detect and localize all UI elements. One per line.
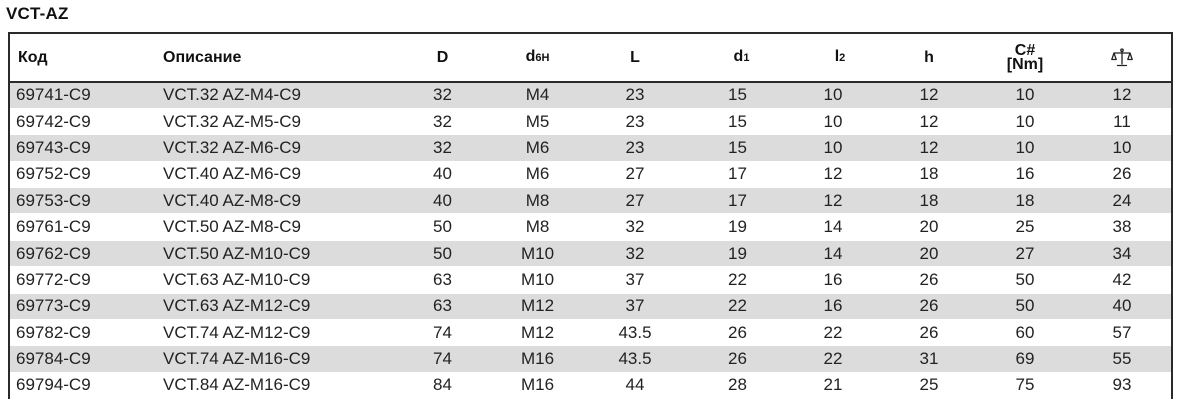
cell-L: 27 <box>580 161 690 187</box>
cell-D: 74 <box>390 346 495 372</box>
header-l2-main: l <box>834 48 840 65</box>
cell-d6H: M16 <box>495 372 580 398</box>
cell-code: 69741-C9 <box>10 82 155 108</box>
cell-d6H: M10 <box>495 267 580 293</box>
header-weight <box>1073 34 1171 82</box>
cell-D: 50 <box>390 240 495 266</box>
cell-h: 31 <box>881 346 977 372</box>
cell-D: 40 <box>390 161 495 187</box>
cell-weight: 57 <box>1073 320 1171 346</box>
cell-d1: 15 <box>690 108 785 134</box>
cell-h: 12 <box>881 82 977 108</box>
cell-description: VCT.63 AZ-M10-C9 <box>155 267 390 293</box>
header-d6H <box>495 34 580 82</box>
cell-weight: 55 <box>1073 346 1171 372</box>
cell-description: VCT.74 AZ-M16-C9 <box>155 346 390 372</box>
cell-h: 26 <box>881 267 977 293</box>
table-header-row <box>10 34 1171 82</box>
cell-d6H: M4 <box>495 82 580 108</box>
cell-h: 25 <box>881 372 977 398</box>
cell-L: 32 <box>580 214 690 240</box>
cell-l2: 12 <box>785 161 881 187</box>
cell-weight: 10 <box>1073 135 1171 161</box>
cell-d6H: M8 <box>495 188 580 214</box>
table-row <box>10 82 1171 108</box>
cell-weight: 38 <box>1073 214 1171 240</box>
cell-d6H: M12 <box>495 320 580 346</box>
header-h: h <box>881 34 977 82</box>
cell-L: 23 <box>580 108 690 134</box>
cell-code: 69761-C9 <box>10 214 155 240</box>
table-row <box>10 267 1171 293</box>
cell-description: VCT.84 AZ-M16-C9 <box>155 372 390 398</box>
table-row <box>10 320 1171 346</box>
cell-torque: 16 <box>977 161 1073 187</box>
cell-d1: 15 <box>690 135 785 161</box>
cell-weight: 93 <box>1073 372 1171 398</box>
header-L: L <box>580 34 690 82</box>
cell-L: 37 <box>580 267 690 293</box>
cell-description: VCT.63 AZ-M12-C9 <box>155 293 390 319</box>
cell-d6H: M5 <box>495 108 580 134</box>
cell-code: 69743-C9 <box>10 135 155 161</box>
table-row <box>10 240 1171 266</box>
cell-d1: 28 <box>690 372 785 398</box>
cell-h: 20 <box>881 214 977 240</box>
cell-description: VCT.50 AZ-M8-C9 <box>155 214 390 240</box>
cell-L: 43.5 <box>580 346 690 372</box>
cell-d1: 22 <box>690 293 785 319</box>
cell-h: 18 <box>881 188 977 214</box>
table-row <box>10 346 1171 372</box>
cell-code: 69752-C9 <box>10 161 155 187</box>
header-code: Код <box>10 34 155 82</box>
page-title: VCT-AZ <box>6 4 69 23</box>
cell-description: VCT.40 AZ-M8-C9 <box>155 188 390 214</box>
cell-weight: 26 <box>1073 161 1171 187</box>
cell-L: 23 <box>580 82 690 108</box>
cell-torque: 10 <box>977 108 1073 134</box>
cell-description: VCT.40 AZ-M6-C9 <box>155 161 390 187</box>
cell-L: 37 <box>580 293 690 319</box>
cell-h: 26 <box>881 293 977 319</box>
cell-d1: 17 <box>690 161 785 187</box>
cell-torque: 50 <box>977 267 1073 293</box>
cell-D: 74 <box>390 320 495 346</box>
cell-h: 20 <box>881 240 977 266</box>
product-table <box>8 32 1173 399</box>
cell-D: 84 <box>390 372 495 398</box>
cell-code: 69753-C9 <box>10 188 155 214</box>
header-d1-sub: 1 <box>743 52 750 64</box>
header-description: Описание <box>155 34 390 82</box>
table-row <box>10 372 1171 398</box>
cell-D: 40 <box>390 188 495 214</box>
cell-l2: 16 <box>785 267 881 293</box>
cell-l2: 12 <box>785 188 881 214</box>
cell-l2: 21 <box>785 372 881 398</box>
cell-torque: 75 <box>977 372 1073 398</box>
header-torque-line1: C# <box>1014 41 1036 59</box>
table-row <box>10 161 1171 187</box>
cell-D: 32 <box>390 108 495 134</box>
cell-weight: 40 <box>1073 293 1171 319</box>
table-row <box>10 108 1171 134</box>
cell-L: 23 <box>580 135 690 161</box>
spec-table <box>10 34 1171 399</box>
cell-code: 69772-C9 <box>10 267 155 293</box>
cell-h: 12 <box>881 108 977 134</box>
header-l2 <box>785 34 881 82</box>
cell-code: 69794-C9 <box>10 372 155 398</box>
cell-L: 27 <box>580 188 690 214</box>
cell-torque: 50 <box>977 293 1073 319</box>
cell-weight: 24 <box>1073 188 1171 214</box>
cell-code: 69784-C9 <box>10 346 155 372</box>
cell-L: 44 <box>580 372 690 398</box>
cell-d1: 19 <box>690 240 785 266</box>
cell-l2: 10 <box>785 108 881 134</box>
header-l2-sub: 2 <box>839 52 846 64</box>
cell-torque: 27 <box>977 240 1073 266</box>
cell-d6H: M16 <box>495 346 580 372</box>
cell-torque: 18 <box>977 188 1073 214</box>
cell-l2: 10 <box>785 82 881 108</box>
table-row <box>10 188 1171 214</box>
cell-code: 69782-C9 <box>10 320 155 346</box>
cell-torque: 10 <box>977 135 1073 161</box>
cell-d1: 22 <box>690 267 785 293</box>
cell-torque: 69 <box>977 346 1073 372</box>
cell-l2: 14 <box>785 240 881 266</box>
cell-D: 63 <box>390 267 495 293</box>
cell-d1: 17 <box>690 188 785 214</box>
header-d6H-main: d <box>525 48 536 65</box>
table-body <box>10 82 1171 399</box>
table-row <box>10 293 1171 319</box>
scale-icon <box>1111 48 1133 68</box>
cell-d1: 19 <box>690 214 785 240</box>
cell-description: VCT.50 AZ-M10-C9 <box>155 240 390 266</box>
cell-l2: 10 <box>785 135 881 161</box>
cell-D: 50 <box>390 214 495 240</box>
cell-l2: 22 <box>785 346 881 372</box>
cell-weight: 42 <box>1073 267 1171 293</box>
cell-description: VCT.32 AZ-M5-C9 <box>155 108 390 134</box>
cell-L: 32 <box>580 240 690 266</box>
cell-weight: 12 <box>1073 82 1171 108</box>
cell-d1: 15 <box>690 82 785 108</box>
cell-d6H: M12 <box>495 293 580 319</box>
cell-code: 69742-C9 <box>10 108 155 134</box>
cell-d6H: M6 <box>495 135 580 161</box>
table-row <box>10 214 1171 240</box>
cell-weight: 11 <box>1073 108 1171 134</box>
cell-torque: 25 <box>977 214 1073 240</box>
cell-torque: 60 <box>977 320 1073 346</box>
cell-h: 18 <box>881 161 977 187</box>
cell-d6H: M8 <box>495 214 580 240</box>
header-torque <box>977 34 1073 82</box>
cell-l2: 16 <box>785 293 881 319</box>
cell-d6H: M6 <box>495 161 580 187</box>
cell-D: 63 <box>390 293 495 319</box>
cell-d1: 26 <box>690 346 785 372</box>
cell-D: 32 <box>390 82 495 108</box>
cell-weight: 34 <box>1073 240 1171 266</box>
cell-l2: 22 <box>785 320 881 346</box>
cell-d1: 26 <box>690 320 785 346</box>
cell-h: 26 <box>881 320 977 346</box>
cell-description: VCT.32 AZ-M4-C9 <box>155 82 390 108</box>
cell-description: VCT.74 AZ-M12-C9 <box>155 320 390 346</box>
cell-h: 12 <box>881 135 977 161</box>
header-D: D <box>390 34 495 82</box>
header-d1 <box>690 34 785 82</box>
header-d1-main: d <box>733 48 744 65</box>
cell-L: 43.5 <box>580 320 690 346</box>
cell-code: 69762-C9 <box>10 240 155 266</box>
cell-torque: 10 <box>977 82 1073 108</box>
cell-D: 32 <box>390 135 495 161</box>
header-torque-line2: [Nm] <box>1006 55 1044 73</box>
cell-code: 69773-C9 <box>10 293 155 319</box>
table-row <box>10 135 1171 161</box>
cell-d6H: M10 <box>495 240 580 266</box>
cell-description: VCT.32 AZ-M6-C9 <box>155 135 390 161</box>
header-d6H-sub: 6H <box>535 52 550 64</box>
cell-l2: 14 <box>785 214 881 240</box>
